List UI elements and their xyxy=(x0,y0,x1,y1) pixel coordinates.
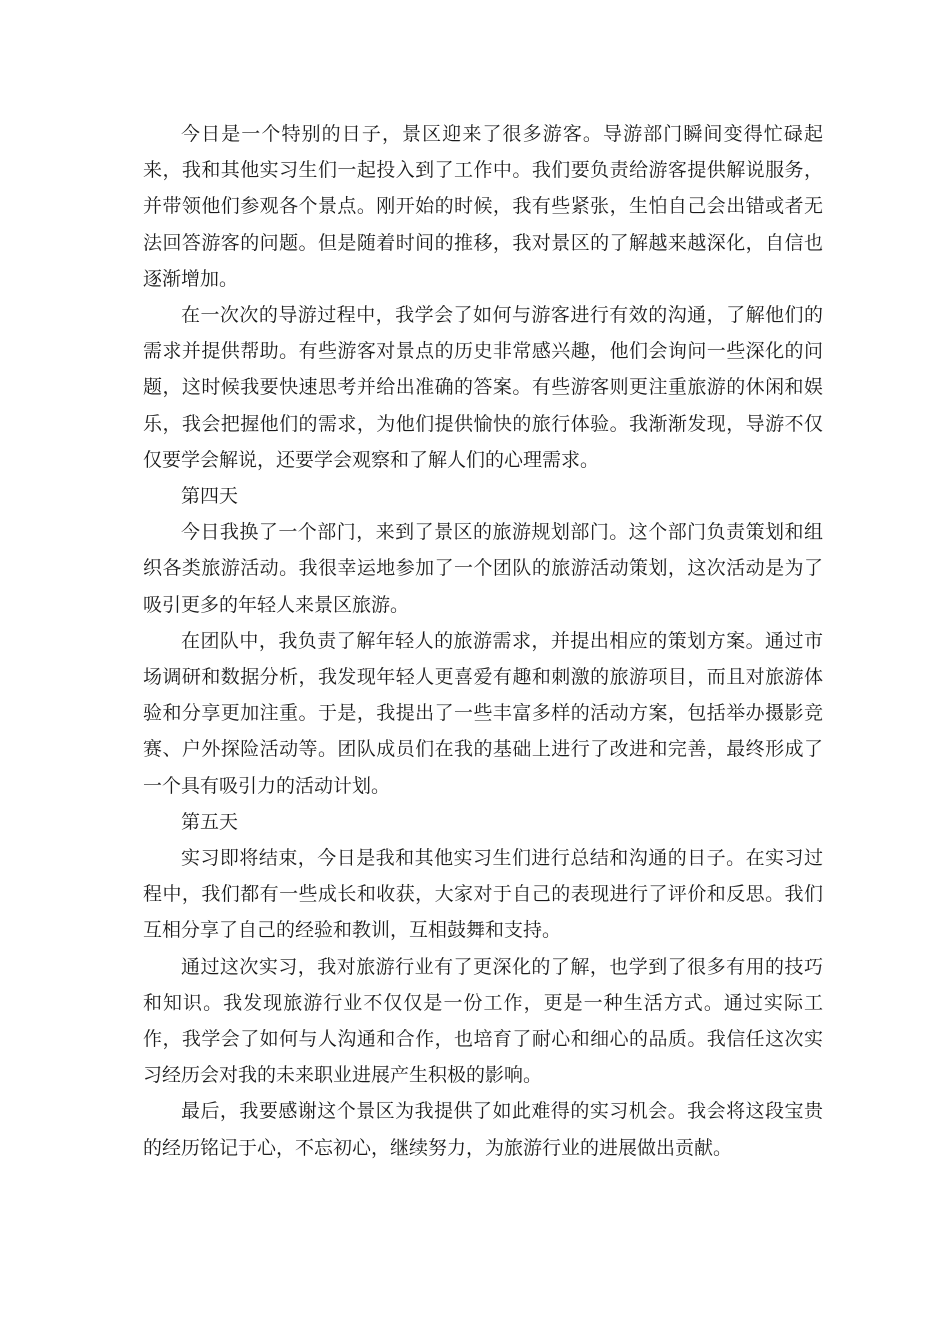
paragraph-internship-summary: 实习即将结束，今日是我和其他实习生们进行总结和沟通的日子。在实习过程中，我们都有一些成长和收获，大家对于自己的表现进行了评价和反思。我们互相分享了自己的经验和教训，互相鼓舞和支持。 xyxy=(143,847,823,942)
paragraph-reflection: 通过这次实习，我对旅游行业有了更深化的了解，也学到了很多有用的技巧和知识。我发现旅游行业不仅仅是一份工作，更是一种生活方式。通过实际工作，我学会了如何与人沟通和合作，也培育了耐心和细心的品质。我信任这次实习经历会对我的未来职业进展产生积极的影响。 xyxy=(143,955,823,1087)
heading-day-four: 第四天 xyxy=(181,485,239,508)
document-body xyxy=(143,116,823,1166)
paragraph-team-planning: 在团队中，我负责了解年轻人的旅游需求，并提出相应的策划方案。通过市场调研和数据分析，我发现年轻人更喜爱有趣和刺激的旅游项目，而且对旅游体验和分享更加注重。于是，我提出了一些丰富多样的活动方案，包括举办摄影竞赛、户外探险活动等。团队成员们在我的基础上进行了改进和完善，最终形成了一个具有吸引力的活动计划。 xyxy=(143,629,823,797)
paragraph-thanks: 最后，我要感谢这个景区为我提供了如此难得的实习机会。我会将这段宝贵的经历铭记于心，不忘初心，继续努力，为旅游行业的进展做出贡献。 xyxy=(143,1100,823,1159)
paragraph-communication: 在一次次的导游过程中，我学会了如何与游客进行有效的沟通，了解他们的需求并提供帮助。有些游客对景点的历史非常感兴趣，他们会询问一些深化的问题，这时候我要快速思考并给出准确的答案。有些游客则更注重旅游的休闲和娱乐，我会把握他们的需求，为他们提供愉快的旅行体验。我渐渐发现，导游不仅仅要学会解说，还要学会观察和了解人们的心理需求。 xyxy=(143,304,823,471)
paragraph-planning-department: 今日我换了一个部门，来到了景区的旅游规划部门。这个部门负责策划和组织各类旅游活动。我很幸运地参加了一个团队的旅游活动策划，这次活动是为了吸引更多的年轻人来景区旅游。 xyxy=(143,521,823,616)
paragraph-busy-day: 今日是一个特别的日子，景区迎来了很多游客。导游部门瞬间变得忙碌起来，我和其他实习生们一起投入到了工作中。我们要负责给游客提供解说服务，并带领他们参观各个景点。刚开始的时候，我有些紧张，生怕自己会出错或者无法回答游客的问题。但是随着时间的推移，我对景区的了解越来越深化，自信也逐渐增加。 xyxy=(143,123,823,290)
heading-day-five: 第五天 xyxy=(181,810,239,833)
